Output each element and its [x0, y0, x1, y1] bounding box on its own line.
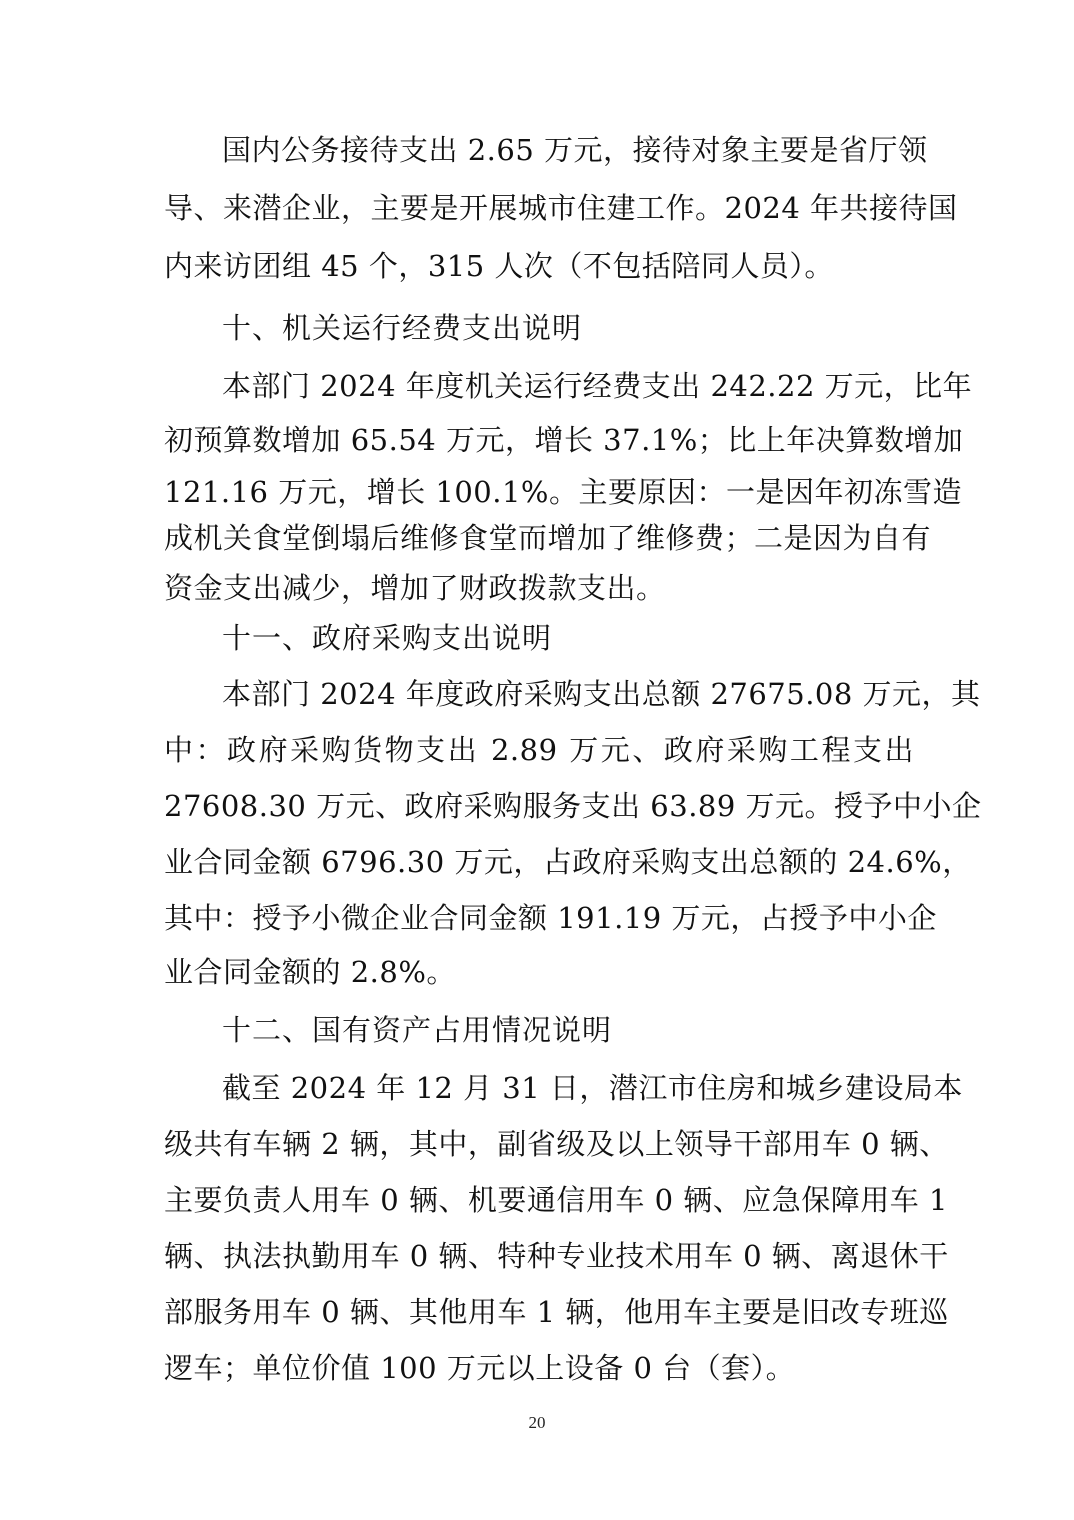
section-10-paragraph-line: 成机关食堂倒塌后维修食堂而增加了维修费；二是因为自有	[164, 521, 932, 555]
section-12-paragraph-line: 辆、执法执勤用车 0 辆、特种专业技术用车 0 辆、离退休干	[164, 1239, 949, 1273]
section-11-paragraph-line: 27608.30 万元、政府采购服务支出 63.89 万元。授予中小企	[164, 789, 982, 823]
section-11-paragraph-line: 中：政府采购货物支出 2.89 万元、政府采购工程支出	[164, 733, 914, 767]
section-12-heading: 十二、国有资产占用情况说明	[222, 1013, 613, 1047]
section-10-paragraph-line: 初预算数增加 65.54 万元，增长 37.1%；比上年决算数增加	[164, 423, 964, 457]
section-11-paragraph-line: 其中：授予小微企业合同金额 191.19 万元，占授予中小企	[164, 901, 937, 935]
section-11-paragraph-line: 本部门 2024 年度政府采购支出总额 27675.08 万元，其	[222, 677, 981, 711]
section-11-heading: 十一、政府采购支出说明	[222, 621, 553, 655]
section-10-paragraph-line: 资金支出减少，增加了财政拨款支出。	[164, 571, 666, 605]
section-10-paragraph-line: 本部门 2024 年度机关运行经费支出 242.22 万元，比年	[222, 369, 973, 403]
section-12-paragraph-line: 主要负责人用车 0 辆、机要通信用车 0 辆、应急保障用车 1	[164, 1183, 948, 1217]
reception-paragraph-line: 导、来潜企业，主要是开展城市住建工作。2024 年共接待国	[164, 191, 958, 225]
section-12-paragraph-line: 截至 2024 年 12 月 31 日，潜江市住房和城乡建设局本	[222, 1071, 963, 1105]
section-10-paragraph-line: 121.16 万元，增长 100.1%。主要原因：一是因年初冻雪造	[164, 475, 962, 509]
reception-paragraph-line: 内来访团组 45 个，315 人次（不包括陪同人员）。	[164, 249, 834, 283]
section-12-paragraph-line: 逻车；单位价值 100 万元以上设备 0 台（套）。	[164, 1351, 796, 1385]
section-11-paragraph-line: 业合同金额 6796.30 万元，占政府采购支出总额的 24.6%，	[164, 845, 972, 879]
page-number: 20	[528, 1413, 546, 1432]
section-12-paragraph-line: 部服务用车 0 辆、其他用车 1 辆，他用车主要是旧改专班巡	[164, 1295, 949, 1329]
section-10-heading: 十、机关运行经费支出说明	[222, 311, 583, 345]
section-12-paragraph-line: 级共有车辆 2 辆，其中，副省级及以上领导干部用车 0 辆、	[164, 1127, 949, 1161]
section-11-paragraph-line: 业合同金额的 2.8%。	[164, 955, 456, 989]
reception-paragraph-line: 国内公务接待支出 2.65 万元，接待对象主要是省厅领	[222, 133, 928, 167]
